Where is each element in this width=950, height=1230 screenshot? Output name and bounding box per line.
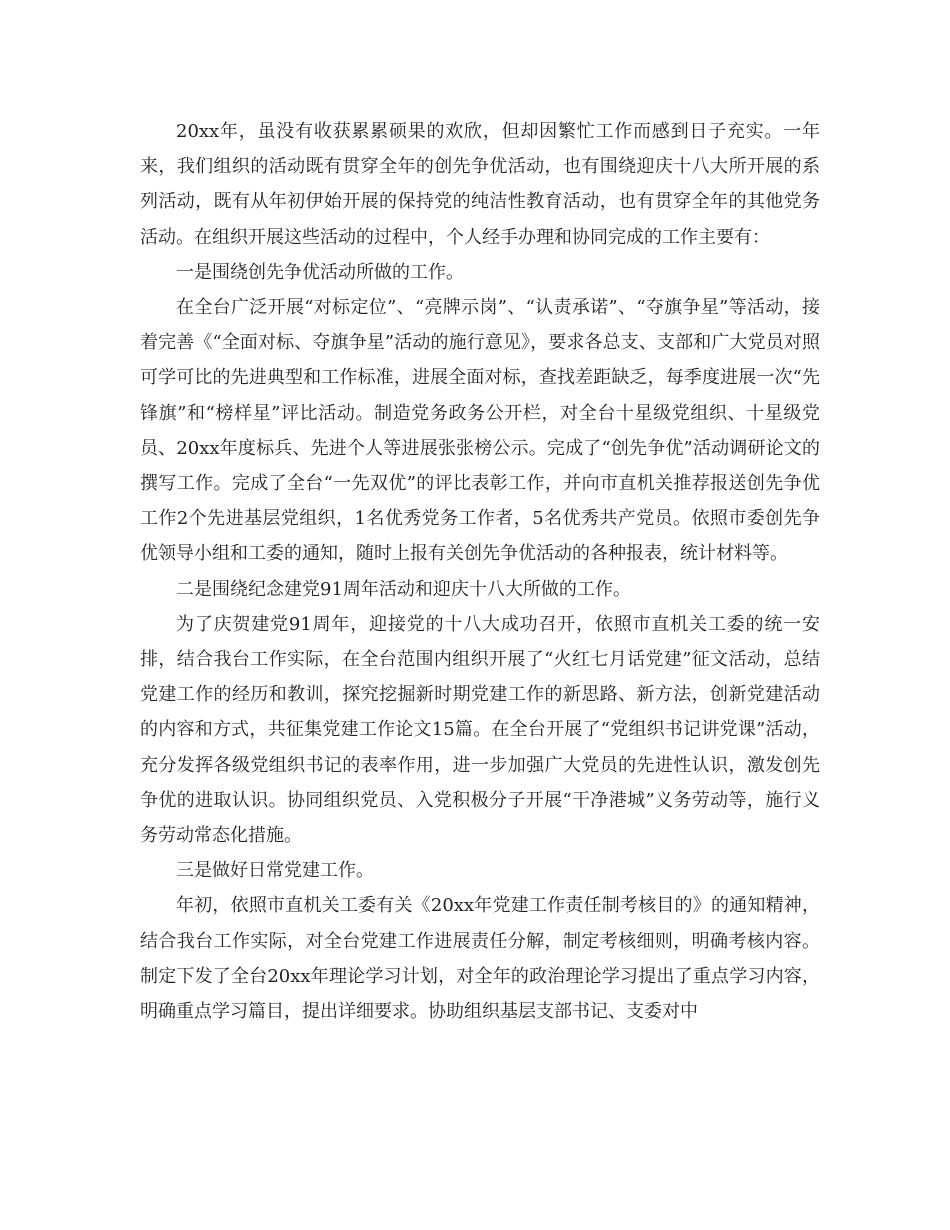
document-body: [140, 114, 820, 1029]
paragraph-body-1: 在全台广泛开展“对标定位”、“亮牌示岗”、“认责承诺”、“夺旗争星”等活动，接着完善《“全面对标、夺旗争星”活动的施行意见》，要求各总支、支部和广大党员对照可学可比的先进典型和工作标准，进展全面对标，查找差距缺乏，每季度进展一次“先锋旗”和“榜样星”评比活动。制造党务政务公开栏，对全台十星级党组织、十星级党员、20xx年度标兵、先进个人等进展张张榜公示。完成了“创先争优”活动调研论文的撰写工作。完成了全台“一先双优”的评比表彰工作，并向市直机关推荐报送创先争优工作2个先进基层党组织，1名优秀党务工作者，5名优秀共产党员。依照市委创先争优领导小组和工委的通知，随时上报有关创先争优活动的各种报表，统计材料等。: [140, 297, 820, 565]
paragraph-intro: 20xx年，虽没有收获累累硕果的欢欣，但却因繁忙工作而感到日子充实。一年来，我们组织的活动既有贯穿全年的创先争优活动，也有围绕迎庆十八大所开展的系列活动，既有从年初伊始开展的保持党的纯洁性教育活动，也有贯穿全年的其他党务活动。在组织开展这些活动的过程中，个人经手办理和协同完成的工作主要有：: [140, 121, 820, 248]
paragraph-heading-2: 二是围绕纪念建党91周年活动和迎庆十八大所做的工作。: [176, 578, 631, 600]
paragraph-heading-1: 一是围绕创先争优活动所做的工作。: [176, 261, 464, 283]
paragraph-body-3: 年初，依照市直机关工委有关《20xx年党建工作责任制考核目的》的通知精神，结合我台工作实际，对全台党建工作进展责任分解，制定考核细则，明确考核内容。制定下发了全台20xx年理论学习计划，对全年的政治理论学习提出了重点学习内容，明确重点学习篇目，提出详细要求。协助组织基层支部书记、支委对中: [140, 895, 820, 1023]
paragraph-body-2: 为了庆贺建党91周年，迎接党的十八大成功召开，依照市直机关工委的统一安排，结合我台工作实际，在全台范围内组织开展了“火红七月话党建”征文活动，总结党建工作的经历和教训，探究挖掘新时期党建工作的新思路、新方法，创新党建活动的内容和方式，共征集党建工作论文15篇。在全台开展了“党组织书记讲党课”活动，充分发挥各级党组织书记的表率作用，进一步加强广大党员的先进性认识，激发创先争优的进取认识。协同组织党员、入党积极分子开展“干净港城”义务劳动等，施行义务劳动常态化措施。: [140, 613, 820, 847]
paragraph-heading-3: 三是做好日常党建工作。: [176, 860, 374, 882]
